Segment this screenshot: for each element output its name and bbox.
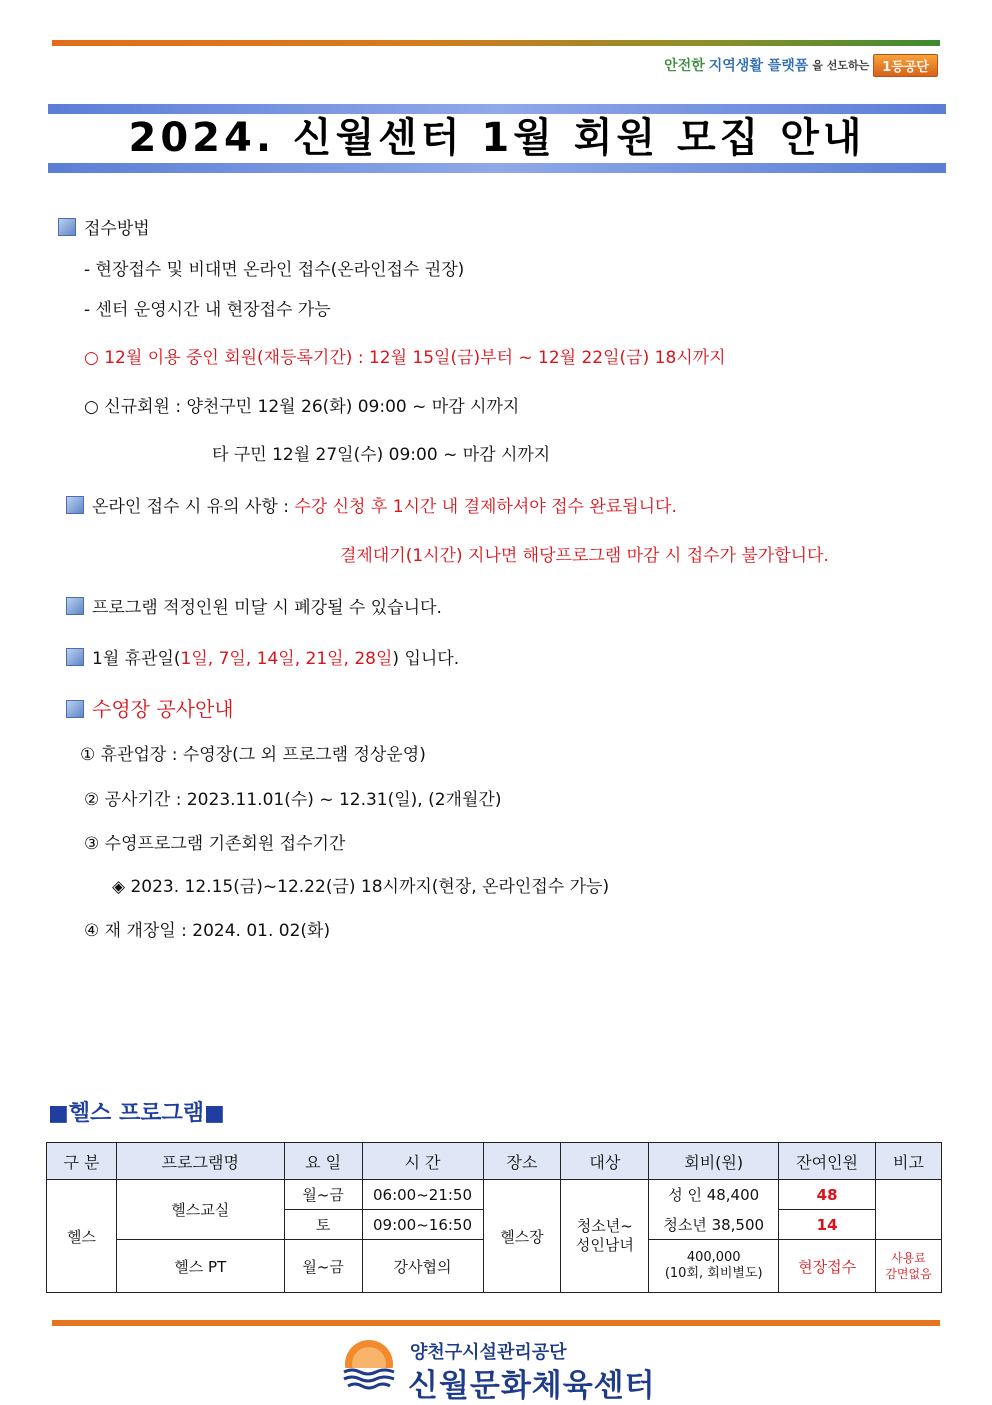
slogan-part-3: 을 선도하는	[812, 59, 870, 72]
reception-heading-row	[58, 218, 150, 240]
online-notice-heading: 온라인 접수 시 유의 사항 :	[92, 497, 295, 517]
header-place: 장소	[483, 1143, 561, 1180]
slogan	[664, 53, 938, 77]
row2-day: 토	[284, 1210, 362, 1240]
reception-heading: 접수방법	[84, 219, 150, 239]
pt-day: 월~금	[284, 1240, 362, 1293]
page-title: 2024. 신월센터 1월 회원 모집 안내	[128, 115, 866, 161]
header-day: 요 일	[284, 1143, 362, 1180]
row2-time: 09:00~16:50	[362, 1210, 483, 1240]
class-name-cell: 헬스교실	[116, 1180, 284, 1240]
online-notice-red-1: 수강 신청 후 1시간 내 결제하셔야 접수 완료됩니다.	[294, 497, 677, 517]
footer-org-name: 양천구시설관리공단	[410, 1342, 567, 1363]
holiday-prefix: 1월 휴관일(	[92, 649, 181, 669]
header-time: 시 간	[362, 1143, 483, 1180]
header-note: 비고	[876, 1143, 942, 1180]
pool-item-4: ④ 재 개장일 : 2024. 01. 02(화)	[84, 921, 331, 941]
pool-heading: 수영장 공사안내	[92, 697, 234, 721]
square-bullet-icon	[66, 597, 84, 615]
reception-line-3: ○ 12월 이용 중인 회원(재등록기간) : 12월 15일(금)부터 ~ 12월 22일(금) 18시까지	[84, 348, 726, 368]
slogan-badge: 1등공단	[873, 54, 938, 77]
square-bullet-icon	[66, 648, 84, 666]
top-accent-bar	[52, 40, 940, 46]
header-program-name: 프로그램명	[116, 1143, 284, 1180]
holiday-dates: 1일, 7일, 14일, 21일, 28일	[180, 649, 393, 669]
health-program-table	[46, 1142, 942, 1293]
online-notice-red-2: 결제대기(1시간) 지나면 해당프로그램 마감 시 접수가 불가합니다.	[340, 546, 829, 566]
square-bullet-icon	[58, 218, 76, 236]
row1-day: 월~금	[284, 1180, 362, 1210]
row2-remaining: 14	[779, 1210, 876, 1240]
reception-line-4: ○ 신규회원 : 양천구민 12월 26(화) 09:00 ~ 마감 시까지	[84, 397, 520, 417]
slogan-part-1: 안전한	[664, 58, 705, 74]
pt-remaining: 현장접수	[779, 1240, 876, 1293]
row1-time: 06:00~21:50	[362, 1180, 483, 1210]
min-people-text: 프로그램 적정인원 미달 시 폐강될 수 있습니다.	[92, 598, 442, 618]
pool-item-1: ① 휴관업장 : 수영장(그 외 프로그램 정상운영)	[80, 745, 426, 765]
row2-fee: 청소년 38,500	[649, 1210, 779, 1240]
place-cell: 헬스장	[483, 1180, 561, 1293]
footer-center-name: 신월문화체육센터	[408, 1368, 656, 1404]
reception-line-2: - 센터 운영시간 내 현장접수 가능	[84, 300, 331, 320]
pool-heading-row	[66, 698, 234, 720]
square-bullet-icon	[66, 700, 84, 718]
row1-note	[876, 1180, 942, 1240]
header-fee: 회비(원)	[649, 1143, 779, 1180]
header-category: 구 분	[47, 1143, 117, 1180]
title-bar-bottom	[48, 163, 946, 173]
pt-name: 헬스 PT	[116, 1240, 284, 1293]
center-logo-icon	[340, 1338, 398, 1396]
header-remaining: 잔여인원	[779, 1143, 876, 1180]
health-program-title: ■헬스 프로그램■	[48, 1101, 225, 1126]
pt-fee	[649, 1240, 779, 1293]
bottom-accent-bar	[52, 1320, 940, 1326]
pool-item-3: ③ 수영프로그램 기존회원 접수기간	[84, 834, 346, 854]
holiday-row	[66, 648, 459, 670]
target-cell: 청소년~ 성인남녀	[561, 1180, 649, 1293]
reception-line-1: - 현장접수 및 비대면 온라인 접수(온라인접수 권장)	[84, 260, 465, 280]
row1-fee: 성 인 48,400	[649, 1180, 779, 1210]
header-target: 대상	[561, 1143, 649, 1180]
category-cell: 헬스	[47, 1180, 117, 1293]
holiday-suffix: ) 입니다.	[392, 649, 460, 669]
pt-fee-amount: 400,000	[686, 1250, 741, 1265]
pt-fee-detail: (10회, 회비별도)	[664, 1266, 763, 1281]
online-notice-row	[66, 496, 677, 518]
pool-item-3-sub: ◈ 2023. 12.15(금)~12.22(금) 18시까지(현장, 온라인접수 가능)	[112, 877, 610, 897]
pt-time: 강사협의	[362, 1240, 483, 1293]
pool-item-2: ② 공사기간 : 2023.11.01(수) ~ 12.31(일), (2개월간)	[84, 790, 502, 810]
min-people-row	[66, 597, 442, 619]
slogan-part-2: 지역생활 플랫폼	[708, 58, 809, 74]
table-row	[47, 1180, 942, 1210]
table-header-row	[47, 1143, 942, 1180]
pt-note: 사용료 감면없음	[876, 1240, 942, 1293]
square-bullet-icon	[66, 496, 84, 514]
row1-remaining: 48	[779, 1180, 876, 1210]
reception-line-5: 타 구민 12월 27일(수) 09:00 ~ 마감 시까지	[212, 445, 551, 465]
